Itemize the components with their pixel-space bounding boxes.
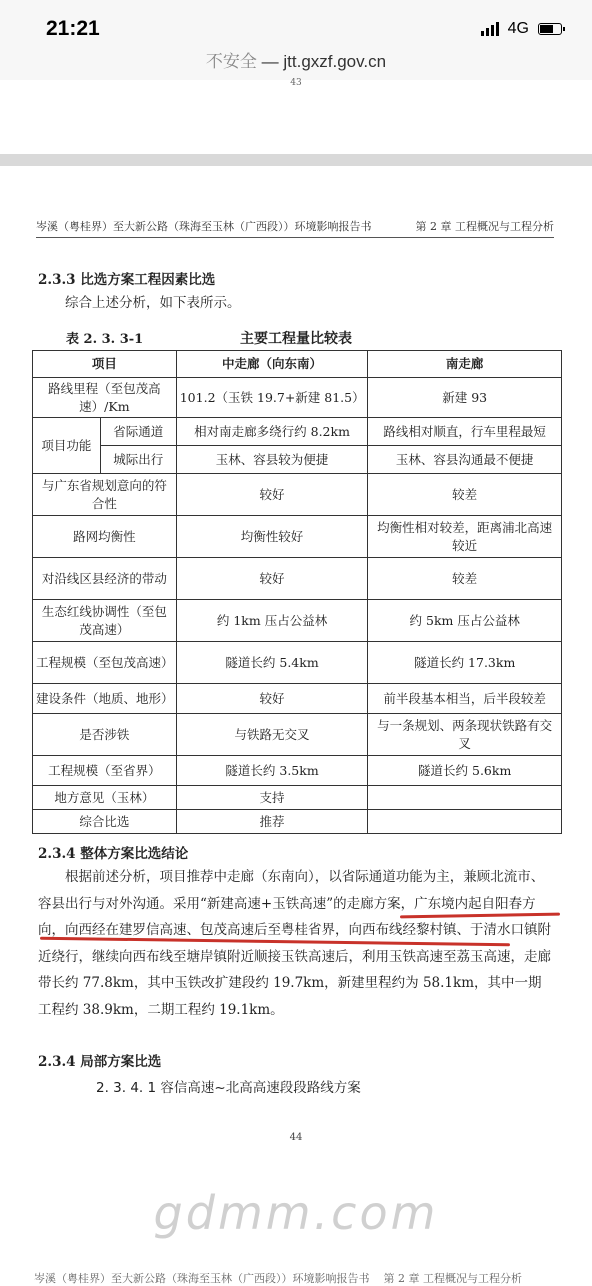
next-page-header: [34, 1270, 522, 1286]
table-cell: 相对南走廊多绕行约 8.2km: [176, 418, 368, 446]
conclusion-paragraph: 根据前述分析，项目推荐中走廊（东南向），以省际通道功能为主，兼顾北流市、容县出行与对外沟通。采用“新建高速+玉铁高速”的走廊方案，广东境内起自阳春方向，向西经在建罗信高速、包茂高速后至粤桂省界，向西布线经黎村镇、于清水口镇附近绕行，继续向西布线至塘岸镇附近顺接玉铁高速后，利用玉铁高速至荔玉高速，走廊带长约 77.8km，其中玉铁改扩建段约 19.7km，新建里程约为 58.1km，其中一期工程约 38.9km，二期工程约 19.1km。: [38, 869, 551, 1018]
table-cell: 101.2（玉铁 19.7+新建 81.5）: [176, 378, 368, 418]
table-cell: 较好: [176, 474, 368, 516]
table-row: [33, 418, 562, 446]
table-cell: 路线相对顺直，行车里程最短: [368, 418, 562, 446]
table-title: 主要工程量比较表: [240, 331, 352, 347]
table-caption: 表 2. 3. 3-1: [66, 332, 144, 347]
table-row: [33, 642, 562, 684]
network-type: 4G: [507, 20, 529, 37]
next-header-left: 岑溪（粤桂界）至大新公路（珠海至玉林（广西段））环境影响报告书: [34, 1272, 370, 1285]
running-header: [36, 218, 554, 238]
row-label: 工程规模（至省界）: [33, 756, 177, 786]
table-cell: 新建 93: [368, 378, 562, 418]
table-row: [33, 684, 562, 714]
table-cell: [368, 786, 562, 810]
table-cell: 较差: [368, 474, 562, 516]
table-cell: 较好: [176, 684, 368, 714]
row-label: 是否涉铁: [33, 714, 177, 756]
url-separator: —: [256, 52, 284, 71]
table-cell: 玉林、容县较为便捷: [176, 446, 368, 474]
section-heading-local: 2.3.4 局部方案比选: [38, 1054, 162, 1070]
table-row: [33, 378, 562, 418]
table-row: [33, 600, 562, 642]
table-cell: 较好: [176, 558, 368, 600]
battery-icon: [538, 23, 562, 35]
table-row: [33, 786, 562, 810]
row-label: 地方意见（玉林）: [33, 786, 177, 810]
table-row: [33, 516, 562, 558]
status-time: 21:21: [46, 17, 100, 40]
row-label: 生态红线协调性（至包茂高速）: [33, 600, 177, 642]
row-label: 建设条件（地质、地形）: [33, 684, 177, 714]
table-cell: 隧道长约 17.3km: [368, 642, 562, 684]
table-header-row: [33, 351, 562, 378]
row-label: 路网均衡性: [33, 516, 177, 558]
row-label: 工程规模（至包茂高速）: [33, 642, 177, 684]
table-cell: 前半段基本相当，后半段较差: [368, 684, 562, 714]
header-item: 项目: [33, 351, 177, 378]
table-row: [33, 810, 562, 834]
table-cell: 约 1km 压占公益林: [176, 600, 368, 642]
next-header-right: 第 2 章 工程概况与工程分析: [383, 1272, 522, 1285]
url-domain: jtt.gxzf.gov.cn: [283, 52, 387, 71]
table-cell: 均衡性较好: [176, 516, 368, 558]
table-cell: 推荐: [176, 810, 368, 834]
running-header-right: 第 2 章 工程概况与工程分析: [415, 220, 554, 233]
row-sublabel: 省际通道: [100, 418, 176, 446]
intro-paragraph: 综合上述分析，如下表所示。: [65, 295, 241, 311]
page-number: 44: [289, 1132, 303, 1143]
subsection-heading-2-3-4-1: 2. 3. 4. 1 容信高速~北高高速段段路线方案: [96, 1080, 361, 1096]
row-sublabel: 城际出行: [100, 446, 176, 474]
table-cell: 隧道长约 3.5km: [176, 756, 368, 786]
row-label: 路线里程（至包茂高速）/Km: [33, 378, 177, 418]
table-cell: 玉林、容县沟通最不便捷: [368, 446, 562, 474]
watermark: gdmm.com: [153, 1186, 439, 1240]
table-cell: [368, 810, 562, 834]
table-cell: 与一条规划、两条现状铁路有交叉: [368, 714, 562, 756]
page-gap: [0, 154, 592, 166]
signal-icon: [481, 22, 499, 36]
row-label: 项目功能: [33, 418, 101, 474]
prev-page-number: 43: [290, 78, 302, 88]
table-row: [33, 558, 562, 600]
table-row: [33, 474, 562, 516]
address-bar[interactable]: [0, 46, 592, 80]
table-cell: 约 5km 压占公益林: [368, 600, 562, 642]
table-row: [33, 756, 562, 786]
document-page[interactable]: [0, 166, 592, 1285]
row-label: 综合比选: [33, 810, 177, 834]
status-icons: [481, 20, 562, 38]
table-cell: 均衡性相对较差，距离浦北高速较近: [368, 516, 562, 558]
running-header-left: 岑溪（粤桂界）至大新公路（珠海至玉林（广西段））环境影响报告书: [36, 220, 372, 233]
table-row: [33, 446, 562, 474]
row-label: 与广东省规划意向的符合性: [33, 474, 177, 516]
security-label: 不安全: [205, 52, 257, 71]
table-cell: 与铁路无交叉: [176, 714, 368, 756]
table-cell: 隧道长约 5.6km: [368, 756, 562, 786]
header-south-corridor: 南走廊: [368, 351, 562, 378]
header-middle-corridor: 中走廊（向东南）: [176, 351, 368, 378]
table-row: [33, 714, 562, 756]
section-heading-2-3-3: 2.3.3 比选方案工程因素比选: [38, 272, 216, 288]
row-label: 对沿线区县经济的带动: [33, 558, 177, 600]
section-heading-2-3-4: 2.3.4 整体方案比选结论: [38, 846, 189, 862]
table-cell: 支持: [176, 786, 368, 810]
table-cell: 隧道长约 5.4km: [176, 642, 368, 684]
table-cell: 较差: [368, 558, 562, 600]
comparison-table: [32, 350, 562, 834]
